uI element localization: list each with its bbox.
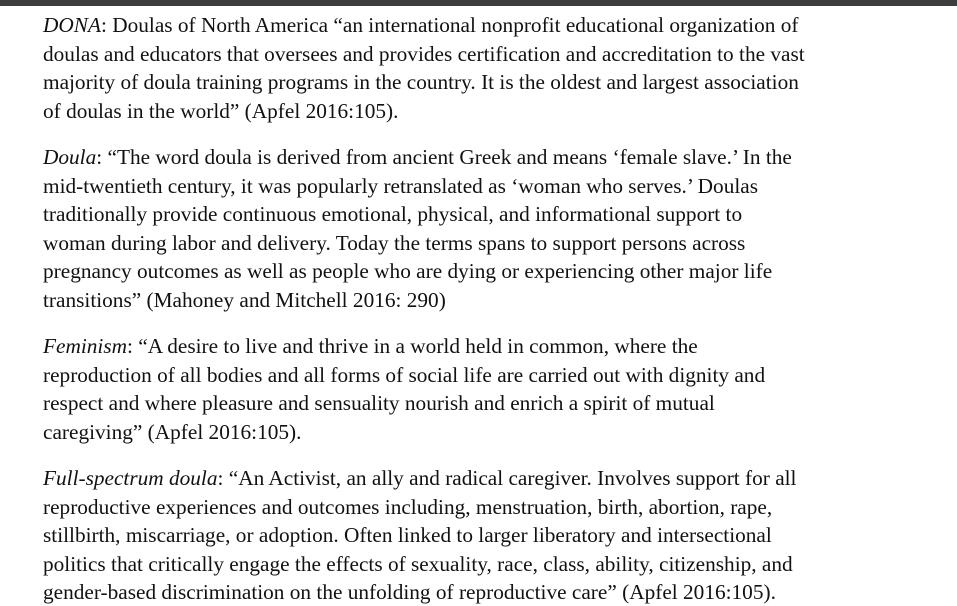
entry-line	[43, 11, 943, 40]
definition-line: reproduction of all bodies and all forms of social life are carried out with dignity and	[43, 362, 766, 387]
definition-line: transitions” (Mahoney and Mitchell 2016: 290)	[43, 287, 446, 312]
glossary-term: DONA	[43, 13, 101, 37]
definition-line: caregiving” (Apfel 2016:105).	[43, 419, 302, 444]
entry-line	[43, 143, 943, 172]
glossary-term: Feminism	[43, 334, 127, 358]
entry-line	[43, 332, 943, 361]
definition-line: mid-twentieth century, it was popularly retranslated as ‘woman who serves.’ Doulas	[43, 173, 759, 198]
definition-line: gender-based discrimination on the unfolding of reproductive care” (Apfel 2016:105).	[43, 580, 776, 604]
definition-line: politics that critically engage the effects of sexuality, race, class, ability, citizenship, and	[43, 551, 793, 576]
entry-line	[43, 464, 943, 493]
definition-line: respect and where pleasure and sensuality nourish and enrich a spirit of mutual	[43, 391, 715, 415]
definition-text: : “The word doula is derived from ancient Greek and means ‘female slave.’ In the	[96, 145, 792, 169]
definition-line: majority of doula training programs in the country. It is the oldest and largest association	[43, 70, 799, 94]
glossary-term: Full-spectrum doula	[43, 466, 218, 490]
glossary-entry-full-spectrum-doula	[43, 464, 943, 606]
definition-line: doulas and educators that oversees and provides certification and accreditation to the vast	[43, 41, 805, 66]
glossary-entry-doula	[43, 143, 943, 314]
glossary-entry-feminism	[43, 332, 943, 446]
definition-line: traditionally provide continuous emotional, physical, and informational support to	[43, 202, 743, 226]
definition-text: : “An Activist, an ally and radical caregiver. Involves support for all	[217, 466, 797, 490]
definition-text: : Doulas of North America “an international nonprofit educational organization of	[100, 13, 799, 37]
definition-line: reproductive experiences and outcomes including, menstruation, birth, abortion, rape,	[43, 494, 773, 519]
definition-line: of doulas in the world” (Apfel 2016:105).	[43, 98, 399, 123]
glossary-entry-dona	[43, 11, 943, 125]
glossary-page	[43, 11, 943, 606]
window-top-border	[0, 0, 957, 6]
definition-text: : “A desire to live and thrive in a world held in common, where the	[127, 334, 698, 358]
definition-line: pregnancy outcomes as well as people who are dying or experiencing other major life	[43, 259, 773, 283]
definition-line: woman during labor and delivery. Today the terms spans to support persons across	[43, 230, 746, 255]
definition-line: stillbirth, miscarriage, or adoption. Often linked to larger liberatory and intersectional	[43, 523, 772, 547]
glossary-term: Doula	[43, 145, 97, 169]
